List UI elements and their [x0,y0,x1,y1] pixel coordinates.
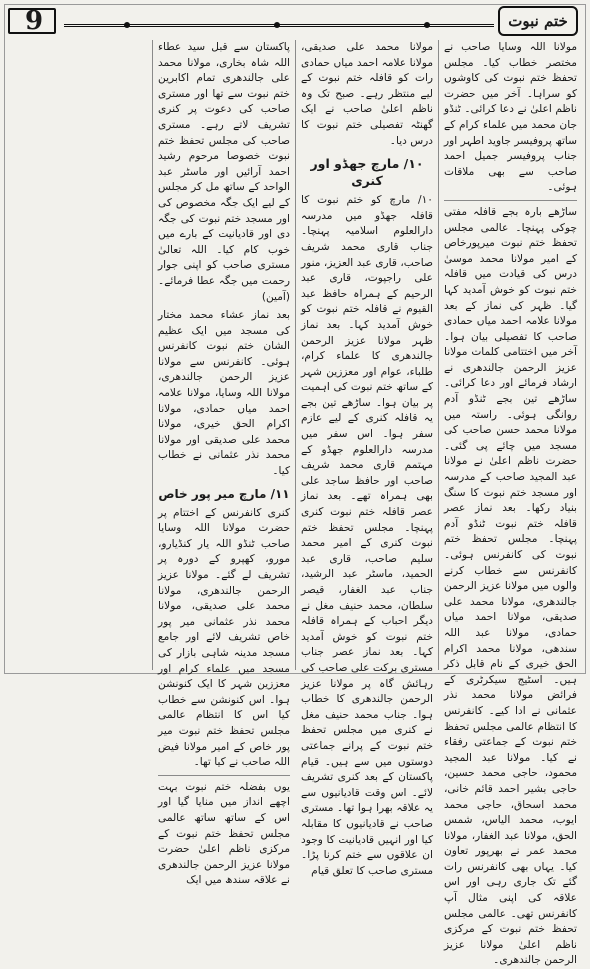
header-rule [64,24,494,27]
rule-dot [274,22,280,28]
column-right [439,40,582,967]
paragraph: پاکستان سے قبل سید عطاء اللہ شاہ بخاری، مولانا محمد علی جالندھری تمام اکابرین ختم نبوت سے تھا اور مستری صاحب کی دعوت پر کنری تشریف لاتے رہے۔ مستری صاحب کی مجلس تحفظ ختم نبوت خصوصا مرحوم رشید احمد آرائیں اور ماسٹر عبد الواحد کے ساتھ مل کر مجلس کے لیے ایک جگہ مخصوص کی اور مسجد ختم نبوت کی جگہ دی اور قادیانیت کے بارے میں خوب کام کیا۔ اللہ تعالیٰ مستری صاحب کو اپنی جوار رحمت میں جگہ عطا فرمائے۔ (آمین) [158,41,290,303]
rule-dot [124,22,130,28]
paragraph: مولانا محمد علی صدیقی، مولانا علامہ احمد میاں حمادی رات کو قافلہ ختم نبوت کے لیے منتظر رہے۔ صبح تک وہ ناظم اعلیٰ صاحب نے ایک گھنٹہ تفصیلی ختم نبوت کا درس دیا۔ [301,41,433,147]
paragraph: بعد نماز عشاء محمد مختار کی مسجد میں ایک عظیم الشان ختم نبوت کانفرنس ہوئی۔ کانفرنس سے مولانا عزیز الرحمن جالندھری، مولانا اللہ وسایا، مولانا علامہ احمد میاں حمادی، مولانا اکرام الحق خیری، مولانا محمد علی صدیقی اور مولانا محمد نذر عثمانی نے خطاب کیا۔ [158,309,290,478]
divider [158,775,290,776]
paragraph: ۱۰/ مارچ کو ختم نبوت کا قافلہ جھڈو میں مدرسہ دارالعلوم اسلامیہ پہنچا۔ جناب قاری محمد شریف صاحب، قاری عبد العزیز، منور علی راجپوت، قاری عبد الرحیم کے ہمراہ حافظ عبد القیوم نے قافلہ ختم نبوت کو خوش آمدید کہا۔ بعد نماز ظہر مولانا عزیز الرحمن جالندھری کا علماء کرام، طلباء، عوام اور معززین شہر کے ساتھ ختم نبوت کی اہمیت پر بیان ہوا۔ ساڑھے تین بجے یہ قافلہ کنری کے لیے عازم سفر ہوا۔ اس سفر میں مدرسہ دارالعلوم جھڈو کے مہتمم قاری محمد شریف صاحب اور حافظ ساجد علی بھی ہمراہ تھے۔ بعد نماز عصر قافلہ ختم نبوت کنری پہنچا۔ مجلس تحفظ ختم نبوت کنری کے امیر محمد سلیم صاحب، قاری عبد الحمید، ماسٹر عبد الرشید، جناب عبد الغفار، قیصر سلطان، محمد حنیف مغل نے دیگر احباب کے ہمراہ قافلہ ختم نبوت کو خوش آمدید کہا۔ بعد نماز عصر جناب مستری برکت علی صاحب کی رہائش گاہ پر مولانا عزیز الرحمن جالندھری کا خطاب ہوا۔ جناب محمد حنیف مغل نے کنری میں مجلس تحفظ ختم نبوت کے پرانے جماعتی دوستوں میں سے ہیں۔ قیام پاکستان کے بعد کنری تشریف لائے۔ اس وقت قادیانیوں سے یہ علاقہ بھرا ہوا تھا۔ مستری صاحب نے قادیانیوں کا مقابلہ کیا اور انہیں قادیانیت کا وجود ان علاقوں سے ختم کرنا پڑا۔ مستری صاحب کا تعلق قیام [301,194,433,877]
magazine-logo: ختم نبوت [498,6,578,36]
rule-dot [424,22,430,28]
paragraph: کنری کانفرنس کے اختتام پر حضرت مولانا اللہ وسایا صاحب ٹنڈو اللہ یار کنڈیارو، مورو، کھپرو کے دورہ پر تشریف لے گئے۔ مولانا عزیز الرحمن جالندھری، مولانا محمد علی صدیقی، مولانا محمد نذر عثمانی میر پور خاص تشریف لائے اور جامع مسجد مدینہ شاہی بازار کی مسجد میں علماء کرام اور معززین شہر کا ایک کنونشن ہوا۔ اس کنونشن سے خطاب کیا اس کا انتظام عالمی مجلس تحفظ ختم نبوت میر پور خاص کے امیر مولانا فیض اللہ صاحب نے کیا تھا۔ [158,506,290,769]
article-columns [8,40,582,967]
paragraph: ساڑھے بارہ بجے قافلہ مفتی چوکی پہنچا۔ عالمی مجلس تحفظ ختم نبوت میرپورخاص کے امیر مولانا محمد موسیٰ درس کی قیادت میں قافلہ ختم نبوت کو خوش آمدید کہا گیا۔ ظہر کی نماز کے بعد مولانا علامہ احمد میاں حمادی صاحب کا تفصیلی بیان ہوا۔ آخر میں اختتامی کلمات مولانا عزیز الرحمن جالندھری نے ارشاد فرمائے اور دعا کرائی۔ ساڑھے تین بجے ٹنڈو آدم روانگی ہوئی۔ راستہ میں مولانا محمد حسن صاحب کی مسجد میں چائے پی گئی۔ حضرت ناظم اعلیٰ نے مولانا عبد المجید صاحب کے مدرسہ اور مسجد ختم نبوت کا سنگ بنیاد رکھا۔ بعد نماز عصر قافلہ ختم نبوت ٹنڈو آدم پہنچا۔ مجلس تحفظ ختم نبوت کی کانفرنس ہوئی۔ کانفرنس سے خطاب کرنے والوں میں مولانا عزیز الرحمن جالندھری، مولانا محمد علی صدیقی، مولانا احمد میاں حمادی، مولانا عبد اللہ سندھی، مولانا محمد اکرام الحق خیری کے نام قابل ذکر ہیں۔ اسٹیج سیکرٹری کے فرائض مولانا محمد نذر عثمانی نے ادا کیے۔ کانفرنس کا انتظام عالمی مجلس تحفظ ختم نبوت کے جماعتی رفقاء نے کیا۔ مولانا عبد المجید محمود، حاجی محمد حسین، حاجی بشیر احمد قائم خانی، محمد اسحاق، حاجی محمد ایوب، محمد الیاس، شمس الحق، مولانا عبد الغفار، مولانا محمد عمر نے بھرپور تعاون کیا۔ یہاں بھی کانفرنس رات گئے تک جاری رہی اور اس علاقہ کی اپنی مثال آپ کانفرنس تھی۔ عالمی مجلس تحفظ ختم نبوت کے مرکزی ناظم اعلیٰ مولانا عزیز الرحمن جالندھری۔ [444,205,577,967]
column-middle-left [153,40,296,887]
section-heading: ۱۱/ مارچ میر پور خاص [158,486,290,501]
page-number: 9 [24,6,44,36]
section-heading: ۱۰/ مارچ جھڈو اور کنری [310,156,424,189]
column-middle-right [296,40,439,877]
column-left [10,40,153,670]
paragraph: مولانا اللہ وسایا صاحب نے مختصر خطاب کیا۔ مجلس تحفظ ختم نبوت کی کاوشوں کو سراہا۔ آخر میں حضرت ناظم اعلیٰ نے دعا کرائی۔ ٹنڈو جان محمد میں علماء کرام کے ساتھ پروفیسر جاوید اطہر اور جناب پروفیسر جمیل احمد صاحب سے بھی ملاقات ہوئی۔ [444,41,577,194]
page-header [8,6,582,38]
divider [444,200,577,201]
paragraph: یوں بفضلہ ختم نبوت بہت اچھے انداز میں منایا گیا اور اس کے ساتھ ساتھ عالمی مجلس تحفظ ختم نبوت کے مرکزی ناظم اعلیٰ حضرت مولانا عزیز الرحمن جالندھری نے علاقہ سندھ میں ایک [158,780,290,887]
